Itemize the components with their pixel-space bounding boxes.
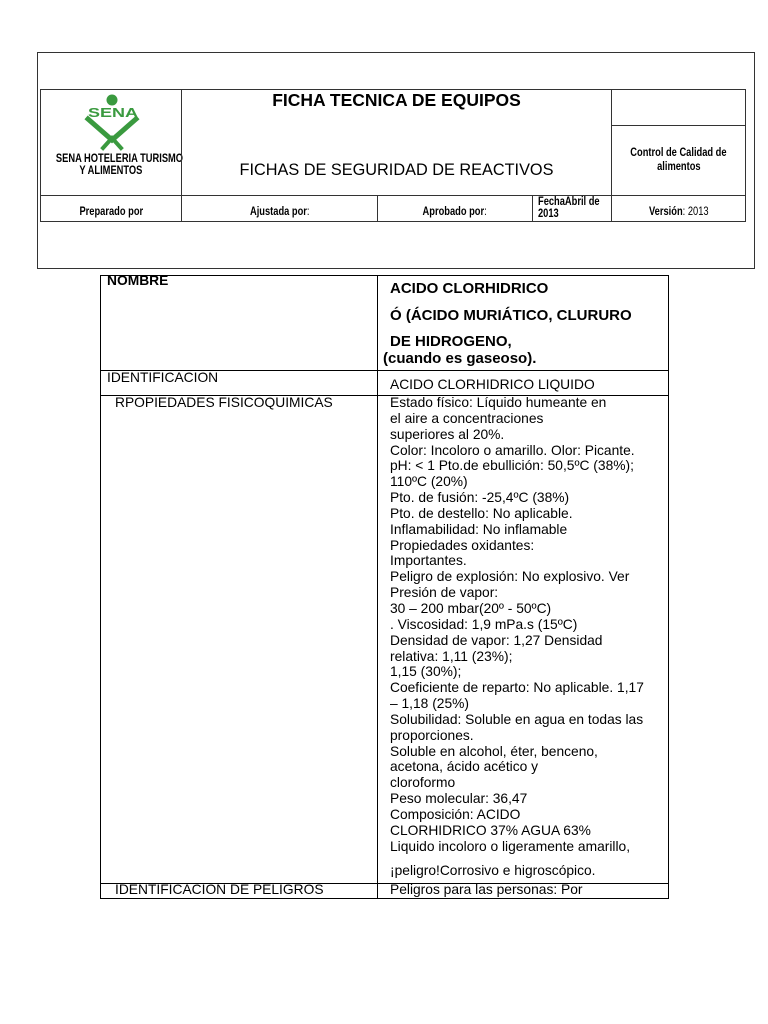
name-line: ACIDO CLORHIDRICO: [390, 279, 549, 297]
identification-value: ACIDO CLORHIDRICO LIQUIDO: [390, 377, 595, 392]
prepared-cell: [40, 195, 182, 222]
property-line: Solubilidad: Soluble en agua en todas las: [390, 711, 644, 727]
sena-logo-icon: [82, 93, 142, 151]
property-line: Soluble en alcohol, éter, benceno,: [390, 743, 598, 759]
approved-label: Aprobado por: [422, 206, 485, 218]
property-line: acetona, ácido acético y: [390, 759, 539, 775]
property-line: Estado físico: Líquido humeante en: [390, 395, 607, 410]
version-field: [649, 206, 709, 218]
property-line: Pto. de destello: No aplicable.: [390, 505, 573, 521]
date-line: FechaAbril de: [538, 196, 600, 208]
date-field: [538, 195, 614, 219]
adjusted-colon: :: [306, 206, 310, 218]
property-line: superiores al 20%.: [390, 426, 505, 442]
property-line: proporciones.: [390, 727, 474, 743]
property-line: relativa: 1,11 (23%);: [390, 648, 513, 664]
properties-value-cell: [377, 395, 669, 884]
identification-label: IDENTIFICACION: [107, 370, 219, 385]
properties-label: RPOPIEDADES FISICOQUIMICAS: [115, 395, 333, 410]
property-line: 30 – 200 mbar(20º - 50ºC): [390, 600, 552, 616]
property-line: Densidad de vapor: 1,27 Densidad: [390, 632, 603, 648]
area-label: [612, 145, 745, 173]
approved-colon: :: [484, 206, 488, 218]
property-line: Pto. de fusión: -25,4ºC (38%): [390, 490, 570, 506]
logo-text: SENA: [88, 105, 139, 120]
version-label: Versión: [648, 206, 683, 218]
property-line: Composición: ACIDO: [390, 806, 521, 822]
name-line: Ó (ÁCIDO MURIÁTICO, CLURURO: [390, 306, 632, 324]
hazards-value: Peligros para las personas: Por: [390, 882, 583, 897]
property-line: CLORHIDRICO 37% AGUA 63%: [390, 822, 591, 838]
adjusted-label: Ajustada por: [249, 206, 307, 218]
property-line: pH: < 1 Pto.de ebullición: 50,5ºC (38%);: [390, 458, 634, 474]
property-line: Color: Incoloro o amarillo. Olor: Picante.: [390, 442, 635, 458]
org-name-line: SENA HOTELERIA TURISMO: [55, 153, 184, 165]
logo-head: [107, 95, 118, 106]
title-cell: [181, 89, 612, 196]
property-line: Coeficiente de reparto: No aplicable. 1,17: [390, 680, 644, 696]
property-line: Presión de vapor:: [390, 585, 499, 601]
page-subtitle: FICHAS DE SEGURIDAD DE REACTIVOS: [239, 161, 554, 179]
property-line: 1,15 (30%);: [390, 664, 462, 680]
property-line: . Viscosidad: 1,9 mPa.s (15ºC): [390, 616, 578, 632]
adjusted-cell: [181, 195, 378, 222]
property-line: Peso molecular: 36,47: [390, 791, 528, 807]
date-cell: [532, 195, 612, 222]
hazards-label-cell: [100, 883, 378, 899]
approved-field: [423, 206, 487, 218]
page-title: FICHA TECNICA DE EQUIPOS: [272, 90, 521, 110]
version-value: : 2013: [682, 206, 709, 218]
property-line: ¡peligro!Corrosivo e higroscópico.: [390, 862, 596, 878]
property-line: Inflamabilidad: No inflamable: [390, 521, 568, 537]
properties-list: [390, 395, 644, 879]
property-line: 110ºC (20%): [390, 474, 468, 490]
property-line: – 1,18 (25%): [390, 696, 469, 712]
name-value-cell: [377, 275, 669, 371]
area-line: alimentos: [656, 161, 701, 173]
name-line: DE HIDROGENO,: [390, 332, 512, 350]
name-label: NOMBRE: [107, 273, 169, 288]
area-cell: [611, 125, 746, 196]
properties-label-cell: [100, 395, 378, 884]
version-cell: [611, 195, 746, 222]
prepared-label: Preparado por: [79, 206, 143, 218]
date-line: 2013: [538, 208, 559, 220]
logo-cell: [40, 89, 182, 196]
org-name: [41, 152, 184, 177]
doc-code-cell: [611, 89, 746, 126]
identification-value-cell: [377, 370, 669, 396]
property-line: Propiedades oxidantes:: [390, 537, 535, 553]
property-line: Peligro de explosión: No explosivo. Ver: [390, 569, 630, 585]
name-line: (cuando es gaseoso).: [383, 350, 537, 368]
org-name-line: Y ALIMENTOS: [79, 165, 143, 177]
approved-cell: [377, 195, 533, 222]
hazards-label: IDENTIFICACION DE PELIGROS: [115, 882, 324, 897]
area-line: Control de Calidad de: [630, 147, 727, 159]
property-line: Liquido incoloro o ligeramente amarillo,: [390, 838, 631, 854]
hazards-value-cell: [377, 883, 669, 899]
property-line: el aire a concentraciones: [390, 410, 544, 426]
property-line: Importantes.: [390, 553, 467, 569]
name-label-cell: [100, 275, 378, 371]
identification-label-cell: [100, 370, 378, 396]
adjusted-field: [250, 206, 310, 218]
property-line: cloroformo: [390, 775, 456, 791]
